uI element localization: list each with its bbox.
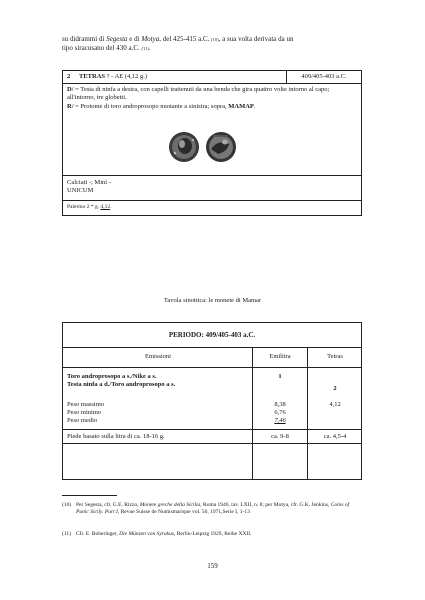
footnote-text: , Berlin-Leipzig 1929, Reihe XXII. bbox=[174, 531, 252, 537]
coin-denomination: TETRAS bbox=[79, 73, 106, 80]
column-divider bbox=[307, 347, 308, 479]
footnote-mark: (10) bbox=[62, 502, 72, 508]
coin-reverse-image bbox=[206, 132, 236, 162]
location-text: Palermo 2 * g. bbox=[67, 204, 101, 210]
coin-photographs bbox=[163, 129, 243, 165]
card-header bbox=[63, 71, 361, 84]
reverse-end: . bbox=[253, 103, 256, 110]
footnote-ref-10[interactable]: (10) bbox=[211, 37, 219, 42]
weight-emilitra-value: 6,76 bbox=[274, 409, 286, 416]
table-caption: Tavola sinottica: le monete di Mamar bbox=[163, 297, 262, 304]
footnote-mark: (11) bbox=[62, 531, 71, 537]
intro-text: , del 425-415 a.C. bbox=[159, 35, 212, 43]
coin-description bbox=[67, 86, 357, 111]
obverse-text: = Testa di ninfa a destra, con capelli trattenuti da una benda che gira quattro volte intorno al capo; all'intorno, tre globetti. bbox=[67, 86, 330, 101]
card-divider bbox=[63, 175, 361, 176]
obverse-label: D/ bbox=[67, 86, 74, 93]
table-header-row bbox=[63, 347, 361, 368]
unicum-note: UNICUM bbox=[67, 187, 94, 194]
footnote-11 bbox=[62, 531, 362, 538]
footnote-text: , Revue Suisse de Numismarique vol. 50, 1971,Serie I, 1-13 bbox=[117, 509, 250, 515]
card-date: 409/405-403 a.C. bbox=[286, 71, 361, 83]
footer-tetras-value: ca. 4,5-4 bbox=[323, 433, 347, 440]
card-divider bbox=[63, 200, 361, 201]
catalogue-card bbox=[62, 70, 362, 216]
card-number: 2 bbox=[67, 73, 71, 80]
coin-type bbox=[79, 73, 147, 80]
footnote-text: Cfr. E. Boheringer, bbox=[76, 531, 120, 537]
specimen-location bbox=[67, 204, 111, 210]
reverse-label: R/ bbox=[67, 103, 74, 110]
footnote-body bbox=[76, 502, 362, 516]
intro-text: su didrammi di bbox=[62, 35, 107, 43]
weight-label: Peso minimo bbox=[67, 409, 102, 416]
intro-text: e di bbox=[127, 35, 142, 43]
footnote-title: Die Münzen von Syrakus bbox=[119, 531, 175, 537]
summary-table bbox=[62, 322, 362, 480]
reverse-legend: MAMAP bbox=[228, 103, 254, 110]
weight-label: Peso medio bbox=[67, 417, 98, 424]
footnote-text: Per Segesta, cfr. G.E. Rizzo, bbox=[76, 502, 140, 508]
intro-text: . bbox=[148, 44, 151, 52]
footer-emilitra-value: ca. 9-8 bbox=[271, 433, 289, 440]
reverse-text: = Protome di toro androprosopo nuotante a sinistra; sopra, bbox=[73, 103, 229, 110]
type-label: Toro androprosopo a s./Nike a s. bbox=[67, 373, 157, 380]
footnote-title: Monete greche della Sicilia bbox=[139, 502, 201, 508]
intro-paragraph bbox=[62, 35, 362, 53]
location-weight: 4,12 bbox=[100, 204, 111, 210]
intro-text: tipo siracusano del 430 a.C. bbox=[62, 44, 142, 52]
footnote-ref-11[interactable]: (11) bbox=[141, 46, 149, 51]
row-divider bbox=[63, 443, 361, 444]
header-emissioni: Emissioni bbox=[144, 353, 171, 360]
period-heading: PERIODO: 409/405-403 a.C. bbox=[63, 323, 361, 348]
footer-label: Piede basato sulla litra di ca. 18-16 g. bbox=[67, 433, 165, 440]
intro-motya: Motya bbox=[141, 35, 160, 43]
footnote-text: , Roma 1946, tav. LXII, n. 8; per Motya, cfr. G.K. Jenkins, bbox=[200, 502, 331, 508]
bibliography bbox=[67, 179, 111, 195]
coin-metal-weight: ? - AE (4,12 g.) bbox=[105, 73, 148, 80]
obverse-description bbox=[67, 86, 357, 102]
footnote-10 bbox=[62, 502, 362, 516]
bibliography-refs: Calciati -; Minì - bbox=[67, 179, 111, 186]
location-suffix: . bbox=[110, 204, 112, 210]
page-number: 159 bbox=[207, 562, 218, 570]
type-tetras-value: 2 bbox=[333, 385, 337, 392]
weight-tetras-value: 4,12 bbox=[329, 401, 341, 408]
header-tetras: Tetras bbox=[327, 353, 343, 360]
reverse-description bbox=[67, 103, 357, 111]
coin-obverse-image bbox=[169, 132, 199, 162]
footnote-body bbox=[76, 531, 362, 538]
type-emilitra-value: 1 bbox=[278, 373, 282, 380]
type-label: Testa ninfa a d./Toro androprosopo a s. bbox=[67, 381, 176, 388]
weight-emilitra-value: 7,46 bbox=[274, 417, 286, 424]
footnote-title: Coins of Punic Sicily. Part I bbox=[76, 502, 350, 515]
weight-emilitra-value: 8,38 bbox=[274, 401, 286, 408]
intro-text: , a sua volta derivata da un bbox=[218, 35, 294, 43]
footnote-separator bbox=[62, 495, 117, 496]
header-emilitra: Emilitra bbox=[269, 353, 291, 360]
row-divider bbox=[63, 429, 361, 430]
weight-label: Peso massimo bbox=[67, 401, 105, 408]
intro-segesta: Segesta bbox=[106, 35, 128, 43]
